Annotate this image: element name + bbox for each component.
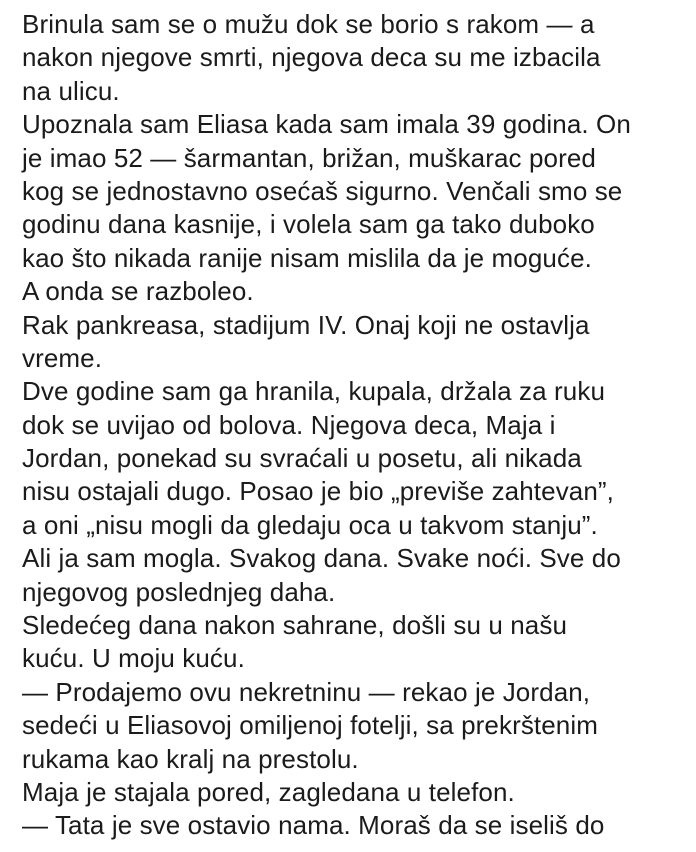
text-line: kuću. U moju kuću. [22, 643, 245, 674]
document-text [22, 8, 692, 843]
text-line: Brinula sam se o mužu dok se borio s rakom — a [22, 9, 595, 39]
text-line: kao što nikada ranije nisam mislila da je moguće. [22, 242, 592, 273]
text-line: Ali ja sam mogla. Svakog dana. Svake noći. Sve do [22, 543, 621, 574]
text-line: Maja je stajala pored, zagledana u telefon. [22, 776, 515, 807]
text-line: Rak pankreasa, stadijum IV. Onaj koji ne ostavlja [22, 309, 590, 340]
text-line: Dve godine sam ga hranila, kupala, držala za ruku [22, 376, 606, 407]
text-line: Sledećeg dana nakon sahrane, došli su u našu [22, 610, 568, 641]
text-line: — Prodajemo ovu nekretninu — rekao je Jordan, [22, 676, 591, 707]
text-line: dok se uvijao od bolova. Njegova deca, Maja i [22, 409, 556, 440]
text-line: na ulicu. [22, 75, 120, 106]
text-line: Jordan, ponekad su svraćali u posetu, ali nikada [22, 443, 582, 474]
text-line: kog se jednostavno osećaš sigurno. Venčali smo se [22, 175, 623, 206]
text-line: Upoznala sam Eliasa kada sam imala 39 godina. On [22, 109, 631, 140]
text-line: A onda se razboleo. [22, 276, 254, 307]
text-line: vreme. [22, 342, 103, 373]
text-line: rukama kao kralj na prestolu. [22, 743, 359, 774]
text-line: a oni „nisu mogli da gledaju oca u takvom stanju”. [22, 509, 598, 540]
text-line: sedeći u Eliasovoj omiljenoj fotelji, sa prekrštenim [22, 710, 599, 741]
text-line: godinu dana kasnije, i volela sam ga tako duboko [22, 209, 595, 240]
text-line: nakon njegove smrti, njegova deca su me izbacila [22, 42, 601, 73]
text-line: je imao 52 — šarmantan, brižan, muškarac pored [22, 142, 596, 173]
text-line: — Tata je sve ostavio nama. Moraš da se iseliš do [22, 810, 605, 841]
text-line: nisu ostajali dugo. Posao je bio „previše zahtevan”, [22, 476, 614, 507]
text-line: njegovog poslednjeg daha. [22, 576, 336, 607]
